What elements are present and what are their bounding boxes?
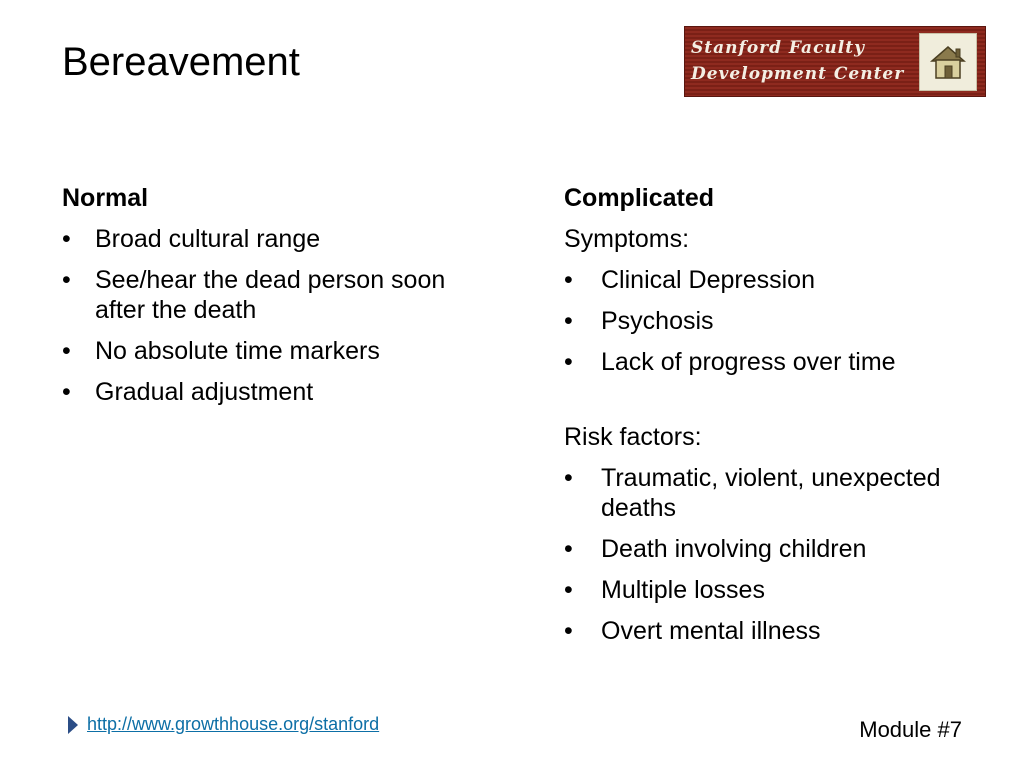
page-title: Bereavement xyxy=(62,40,300,84)
bullet: • xyxy=(62,378,71,406)
symptoms-label: Symptoms: xyxy=(564,225,690,253)
stanford-fdc-logo[interactable] xyxy=(684,26,986,97)
list-item-text: Traumatic, violent, unexpected deaths xyxy=(601,464,941,522)
bullet: • xyxy=(564,535,573,563)
list-item xyxy=(564,347,984,377)
list-item xyxy=(62,224,502,254)
list-item xyxy=(62,265,502,325)
complicated-heading: Complicated xyxy=(564,184,715,212)
list-item-text: Gradual adjustment xyxy=(95,378,314,406)
play-arrow-icon[interactable] xyxy=(68,716,78,734)
home-icon[interactable] xyxy=(919,33,977,91)
bullet: • xyxy=(564,576,573,604)
house-graphic xyxy=(928,42,968,82)
list-item-text: Lack of progress over time xyxy=(601,348,896,376)
list-item xyxy=(564,463,984,523)
normal-heading: Normal xyxy=(62,184,149,212)
bullet: • xyxy=(62,225,71,253)
list-item-text: Death involving children xyxy=(601,535,867,563)
list-item-text: Multiple losses xyxy=(601,576,765,604)
bullet: • xyxy=(564,617,573,645)
bullet: • xyxy=(564,464,573,492)
logo-line-2: Development Center xyxy=(691,64,905,84)
list-item-text: Psychosis xyxy=(601,307,714,335)
logo-text xyxy=(691,35,917,87)
growthhouse-link[interactable]: http://www.growthhouse.org/stanford xyxy=(87,714,380,734)
risk-factors-list xyxy=(564,463,984,646)
list-item-text: See/hear the dead person soon after the death xyxy=(95,266,446,324)
list-item-text: Overt mental illness xyxy=(601,617,821,645)
list-item-text: No absolute time markers xyxy=(95,337,380,365)
list-item xyxy=(564,534,984,564)
module-number: Module #7 xyxy=(859,717,962,742)
logo-line-1: Stanford Faculty xyxy=(691,38,865,58)
normal-list xyxy=(62,224,502,407)
bullet: • xyxy=(564,307,573,335)
list-item-text: Broad cultural range xyxy=(95,225,321,253)
list-item xyxy=(564,575,984,605)
bullet: • xyxy=(564,266,573,294)
bullet: • xyxy=(564,348,573,376)
list-item xyxy=(564,616,984,646)
list-item xyxy=(62,336,502,366)
bullet: • xyxy=(62,337,71,365)
risk-factors-label: Risk factors: xyxy=(564,423,702,451)
normal-column xyxy=(62,183,502,418)
spacer xyxy=(564,388,984,422)
list-item xyxy=(62,377,502,407)
bullet: • xyxy=(62,266,71,294)
list-item-text: Clinical Depression xyxy=(601,266,815,294)
symptoms-list xyxy=(564,265,984,377)
list-item xyxy=(564,306,984,336)
complicated-column xyxy=(564,183,984,657)
list-item xyxy=(564,265,984,295)
